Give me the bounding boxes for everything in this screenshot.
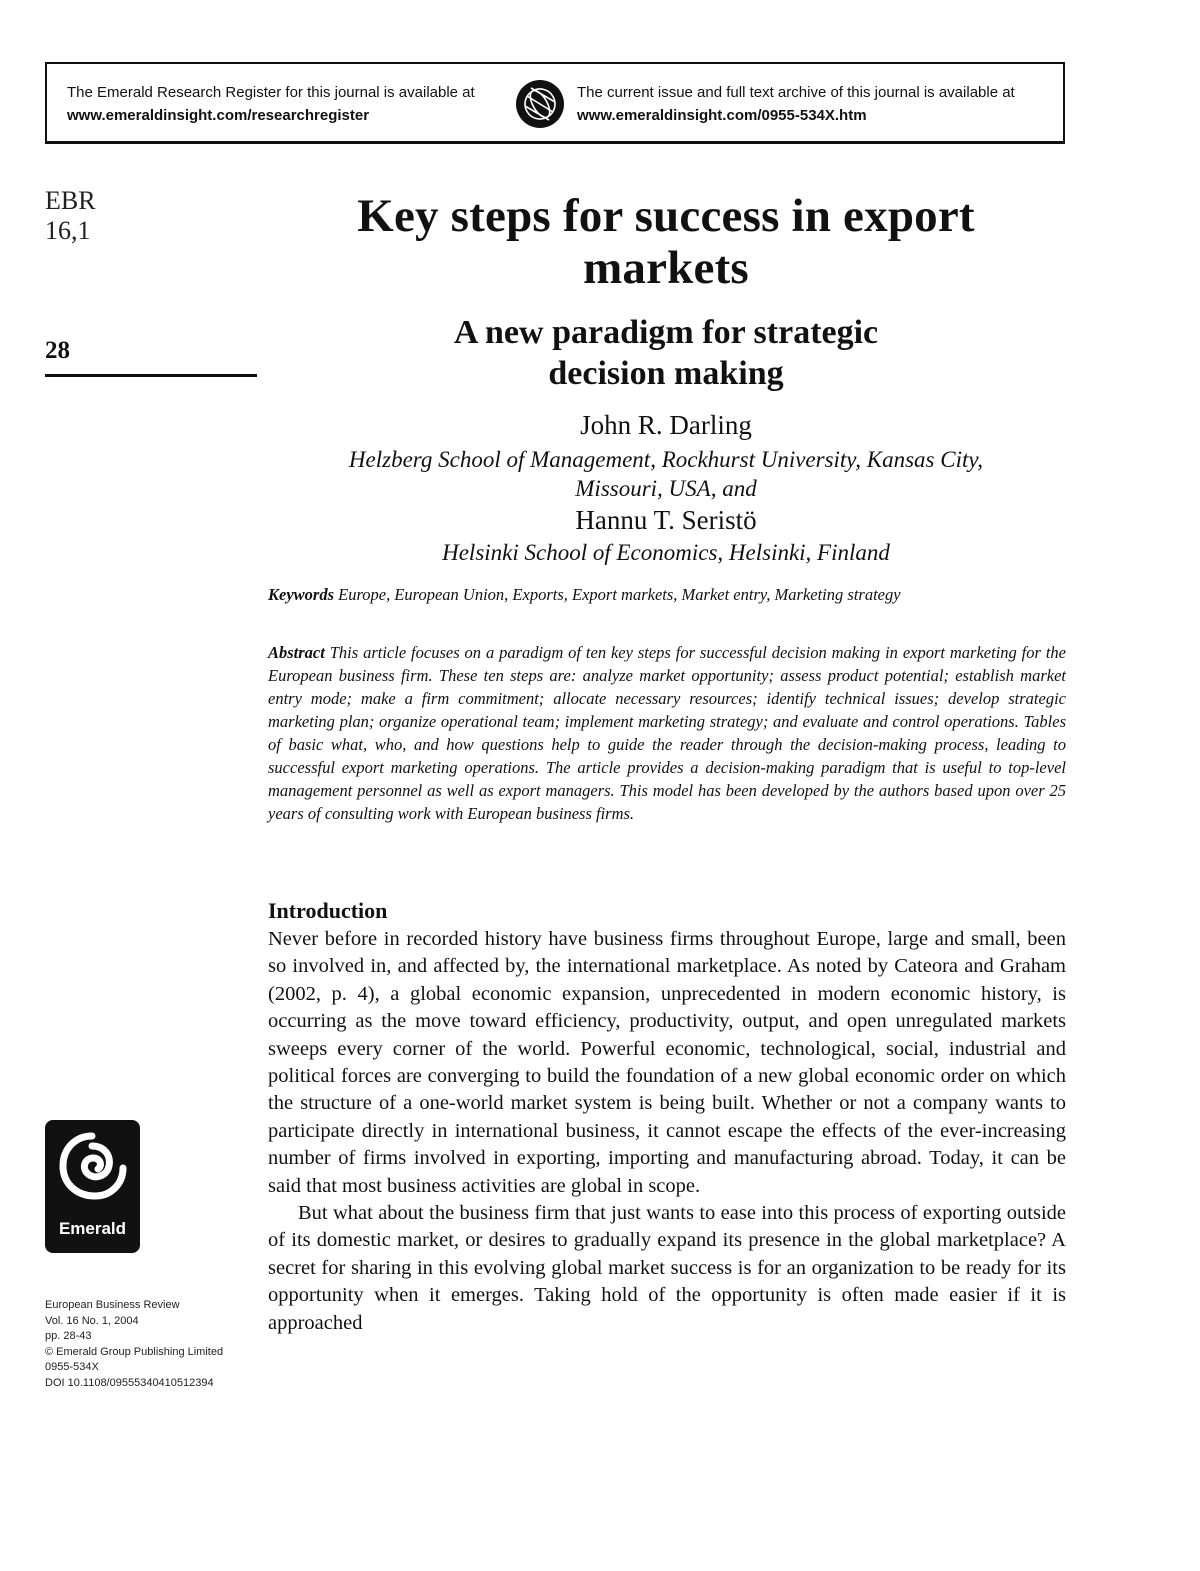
citation-line: Vol. 16 No. 1, 2004 — [45, 1314, 139, 1327]
paragraph: But what about the business firm that just wants to ease into this process of exporting outside of its domestic market, or desires to gradually expand its presence in the global marketplace? A secret for sharing in this evolving global market success is for an organization to be ready for its opportunity when it emerges. Taking hold of the opportunity is often made easier if it is approached — [268, 1202, 1066, 1334]
abstract-label: Abstract — [268, 643, 325, 662]
keywords — [268, 583, 1066, 606]
keywords-label: Keywords — [268, 585, 334, 604]
page-number: 28 — [45, 337, 70, 364]
article-subtitle-line: A new paradigm for strategic — [453, 314, 879, 351]
author-name: Hannu T. Seristö — [575, 505, 757, 535]
citation-line: © Emerald Group Publishing Limited — [45, 1345, 224, 1358]
journal-volume: 16,1 — [45, 216, 91, 245]
author-affiliation: Helsinki School of Economics, Helsinki, Finland — [442, 540, 890, 565]
research-register-text: The Emerald Research Register for this journal is available at — [67, 84, 475, 101]
author-affiliation-line: Helzberg School of Management, Rockhurst University, Kansas City, — [348, 447, 984, 472]
full-text-archive-link[interactable]: www.emeraldinsight.com/0955-534X.htm — [577, 107, 867, 124]
citation-line: 0955-534X — [45, 1361, 99, 1373]
research-register-link[interactable]: www.emeraldinsight.com/researchregister — [67, 107, 370, 124]
citation-block — [45, 1298, 223, 1391]
page-number-rule — [45, 374, 257, 377]
citation-line: DOI 10.1108/09555340410512394 — [45, 1376, 214, 1389]
keywords-list: Europe, European Union, Exports, Export markets, Market entry, Marketing strategy — [338, 585, 901, 604]
introduction-body — [268, 926, 1066, 1337]
access-banner — [45, 62, 1065, 144]
journal-reference — [45, 186, 96, 246]
abstract — [268, 641, 1066, 825]
article-title — [262, 190, 1070, 294]
paragraph: Never before in recorded history have business firms throughout Europe, large and small, been so involved in, and affected by, the international marketplace. As noted by Cateora and Graham (2002, p. 4), a global economic expansion, unprecedented in modern economic history, is occurring as the move toward efficiency, productivity, output, and open unregulated markets sweeps every corner of the world. Powerful economic, technological, social, industrial and political forces are converging to build the foundation of a new global economic order on which the structure of a one-world market system is being built. Whether or not a company wants to participate directly in international business, it cannot escape the effects of the ever-increasing number of firms involved in exporting, importing and manufacturing abroad. Today, it can be said that most business activities are global in scope. — [268, 928, 1066, 1197]
emerald-logo-icon — [45, 1120, 140, 1220]
author-affiliation-line: Missouri, USA, and — [575, 476, 757, 501]
emerald-logo-text: Emerald — [58, 1219, 127, 1238]
emerald-logo — [45, 1120, 140, 1253]
full-text-archive-text: The current issue and full text archive of this journal is available at — [577, 84, 1015, 101]
full-text-archive-notice — [577, 81, 1015, 127]
author-name: John R. Darling — [580, 410, 752, 440]
citation-line: pp. 28-43 — [45, 1330, 92, 1342]
author-affiliation — [262, 445, 1070, 503]
abstract-text: This article focuses on a paradigm of ten key steps for successful decision making in export marketing for the European business firm. These ten steps are: analyze market opportunity; assess product potential; establish market entry mode; make a firm commitment; allocate necessary resources; identify technical issues; develop strategic marketing plan; organize operational team; implement marketing strategy; and evaluate and control operations. Tables of basic what, who, and how questions help to guide the reader through the decision-making process, leading to successful export marketing operations. The article provides a decision-making paradigm that is useful to top-level management personnel as well as export managers. This model has been developed by the authors based upon over 25 years of consulting work with European business firms. — [268, 643, 1066, 823]
journal-code: EBR — [45, 186, 96, 215]
article-title-line: markets — [583, 242, 749, 294]
section-heading: Introduction — [268, 898, 388, 923]
article-subtitle-line: decision making — [548, 355, 784, 392]
article-subtitle — [262, 312, 1070, 394]
article-title-line: Key steps for success in export — [357, 190, 975, 242]
research-register-notice — [67, 81, 475, 127]
citation-line: European Business Review — [45, 1299, 180, 1311]
globe-icon — [515, 79, 565, 129]
